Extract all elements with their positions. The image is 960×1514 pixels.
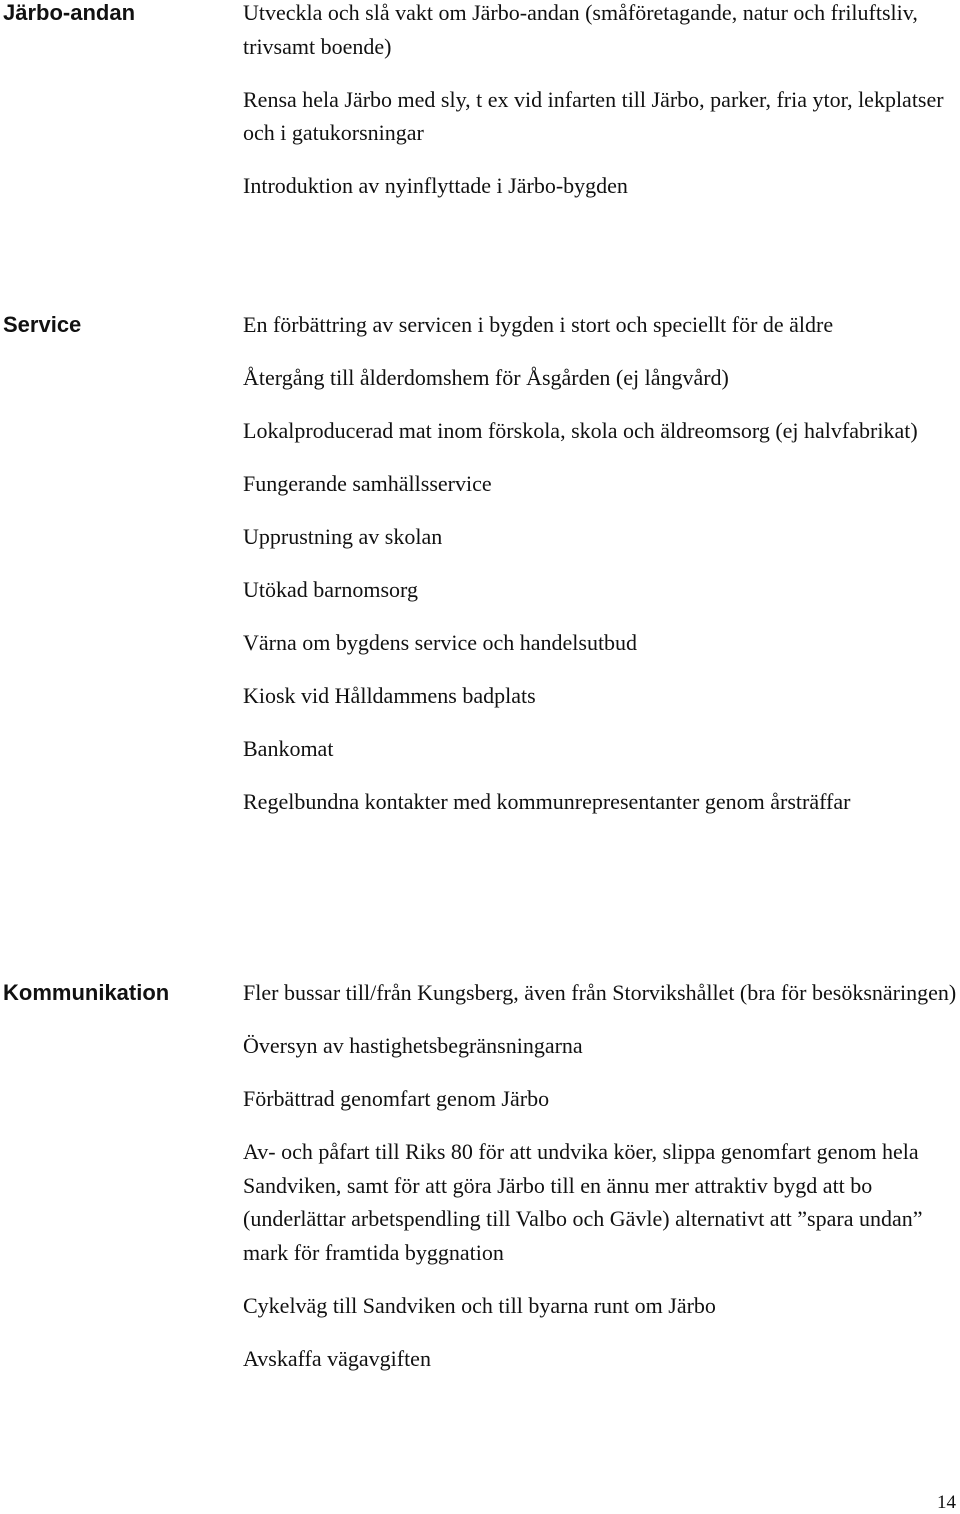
list-item: Förbättrad genomfart genom Järbo [243,1086,550,1111]
list-item: Kiosk vid Hålldammens badplats [243,683,536,708]
section-heading: Service [3,312,82,337]
list-item: Lokalproducerad mat inom förskola, skola och äldreomsorg (ej halvfabrikat) [243,418,918,443]
item-list [243,308,959,819]
list-item: Utökad barnomsorg [243,577,418,602]
list-item: Upprustning av skolan [243,524,443,549]
list-item: Rensa hela Järbo med sly, t ex vid infarten till Järbo, parker, fria ytor, lekplatser och i gatukorsningar [243,86,944,145]
list-item: Återgång till ålderdomshem för Åsgården (ej långvård) [243,365,729,390]
list-item: Av- och påfart till Riks 80 för att undvika köer, slippa genomfart genom hela Sandviken, samt för att göra Järbo till en ännu mer attraktiv bygd att bo (underlättar arbetspendling till Valbo och Gävle) alternativt att ”spara undan” mark för framtida byggnation [243,1139,923,1265]
list-item: Värna om bygdens service och handelsutbud [243,630,638,655]
list-item: Introduktion av nyinflyttade i Järbo-bygden [243,173,628,198]
list-item: Regelbundna kontakter med kommunrepresentanter genom årsträffar [243,789,851,814]
list-item: Cykelväg till Sandviken och till byarna runt om Järbo [243,1292,716,1318]
list-item: Utveckla och slå vakt om Järbo-andan (småföretagande, natur och friluftsliv, trivsamt boende) [243,0,918,59]
list-item: Avskaffa vägavgiften [243,1345,431,1371]
page-number: 14 [937,1492,956,1513]
section-heading: Kommunikation [3,980,170,1005]
section-heading: Järbo-andan [3,0,136,25]
list-item: Fler bussar till/från Kungsberg, även från Storvikshållet (bra för besöksnäringen) [243,980,957,1005]
list-item: Bankomat [243,736,334,761]
list-item: En förbättring av servicen i bygden i stort och speciellt för de äldre [243,312,834,337]
list-item: Fungerande samhällsservice [243,471,492,496]
item-list [243,0,959,203]
list-item: Översyn av hastighetsbegränsningarna [243,1033,583,1058]
item-list [243,976,959,1375]
